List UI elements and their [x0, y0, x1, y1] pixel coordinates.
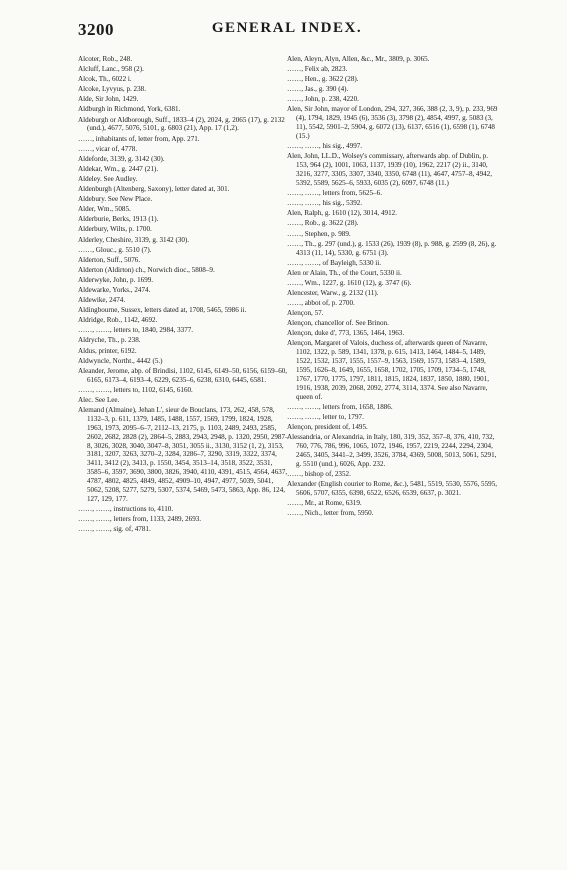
- index-entry: ……, ……, his sig., 4997.: [287, 142, 363, 151]
- index-entry: Aldryche, Th., p. 238.: [78, 336, 141, 345]
- index-entry: ……, ……, letter to, 1797.: [287, 413, 364, 422]
- index-entry: Alec. See Lee.: [78, 395, 120, 404]
- index-entry: Aldus, printer, 6192.: [78, 346, 137, 355]
- index-entry: Alençon, 57.: [287, 309, 324, 318]
- index-entry: Alencester, Warw., g. 2132 (11).: [287, 288, 379, 297]
- index-entry: ……, ……, letters from, 1133, 2489, 2693.: [78, 515, 202, 524]
- index-entry: ……, Rob., g. 3622 (28).: [287, 219, 359, 228]
- index-entry: ……, abbot of, p. 2700.: [287, 299, 355, 308]
- index-entry: Aldebury. See New Place.: [78, 195, 153, 204]
- index-column-right: [287, 55, 502, 519]
- index-entry: Alen, Sir John, mayor of London, 294, 327, 366, 388 (2, 3, 9), p. 233, 969 (4), 1794, 1829, 1945 (6), 3536 (3), 3798 (2), 4854, 4997, g. 5083 (3, 11), 5542, 5901–2, 5904, g. 6072 (13), 6137, 6516 (1), 6598 (1), 6748 (15.): [287, 105, 498, 141]
- index-entry: ……, ……, of Bayleigh, 5330 ii.: [287, 258, 381, 267]
- index-entry: Alderton (Aldirton) ch., Norwich dioc., 5808–9.: [78, 265, 215, 274]
- index-entry: Aldekar, Wm., g. 2447 (21).: [78, 164, 159, 173]
- index-entry: Alcoke, Lyvyus, p. 238.: [78, 85, 146, 94]
- index-entry: Alder, Wm., 5085.: [78, 205, 131, 214]
- index-entry: ……, Nich., letter from, 5950.: [287, 509, 374, 518]
- index-entry: ……, ……, instructions to, 4110.: [78, 505, 174, 514]
- index-entry: Alcok, Th., 6022 i.: [78, 75, 132, 84]
- index-entry: Aldeburgh or Aldborough, Suff., 1833–4 (2), 2024, g. 2065 (17), g. 2132 (und.), 4677, 5076, 5101, g. 6803 (21), App. 17 (1,2).: [78, 115, 285, 133]
- index-entry: ……, ……, letters from, 5625–6.: [287, 189, 382, 198]
- index-entry: ……, bishop of, 2352.: [287, 470, 351, 479]
- index-entry: ……, Th., g. 297 (und.), g. 1533 (26), 1939 (8), p. 988, g. 2599 (8, 26), g. 4313 (11, 14), 5330, g. 6751 (3).: [287, 239, 497, 257]
- index-entry: Aldewarke, Yorks., 2474.: [78, 285, 151, 294]
- index-entry: Alen, Ralph, g. 1610 (12), 3014, 4912.: [287, 209, 397, 218]
- index-entry: Alderwyke, John, p. 1699.: [78, 275, 154, 284]
- index-column-left: [78, 55, 290, 535]
- index-entry: Aldingbourne, Sussex, letters dated at, 1708, 5465, 5986 ii.: [78, 306, 247, 315]
- index-entry: ……, ……, letters from, 1658, 1886.: [287, 402, 393, 411]
- index-entry: Aldridge, Rob., 1142, 4692.: [78, 316, 158, 325]
- page-header: [78, 20, 496, 42]
- index-entry: ……, ……, sig. of, 4781.: [78, 525, 151, 534]
- index-entry: Alderley, Cheshire, 3139, g. 3142 (30).: [78, 235, 190, 244]
- page-number: 3200: [78, 20, 114, 39]
- index-entry: Alessandria, or Alexandria, in Italy, 180, 319, 352, 357–8, 376, 410, 732, 760, 776, 786, 996, 1065, 1072, 1946, 1957, 2219, 2244, 2294, 2304, 2465, 3405, 3441–2, 3499, 3526, 3784, 4369, 5008, 5013, 5061, 5291, g. 5510 (und.), 6026, App. 232.: [287, 433, 497, 468]
- index-entry: Alençon, duke d', 773, 1365, 1464, 1963.: [287, 329, 405, 338]
- index-entry: Alençon, Margaret of Valois, duchess of, afterwards queen of Navarre, 1102, 1322, p. 589, 1341, 1378, p. 615, 1413, 1464, 1484–5, 1489, 1522, 1532, 1537, 1555, 1557–9, 1563, 1569, 1573, 1583–4, 1589, 1595, 1626–8, 1649, 1655, 1658, 1702, 1705, 1709, 1734–5, 1748, 1767, 1770, 1775, 1797, 1811, 1815, 1824, 1837, 1850, 1880, 1901, 1916, 1938, 2039, 2068, 2092, 2774, 3114, 3374. See also Navarre, queen of.: [287, 339, 490, 401]
- index-entry: Aldwyncle, Northt., 4442 (5.): [78, 356, 163, 365]
- index-entry: Aldeley. See Audley.: [78, 174, 138, 183]
- index-entry: Alderton, Suff., 5076.: [78, 255, 141, 264]
- index-entry: ……, Felix ab, 2823.: [287, 65, 348, 74]
- index-entry: Alençon, president of, 1495.: [287, 423, 368, 432]
- index-entry: ……, Wm., 1227, g. 1610 (12), g. 3747 (6).: [287, 278, 412, 287]
- index-entry: Alcluff, Lanc., 958 (2).: [78, 65, 144, 74]
- index-entry: ……, Glouc., g. 5510 (7).: [78, 245, 152, 254]
- index-entry: ……, Mr., at Rome, 6319.: [287, 499, 362, 508]
- page-title: GENERAL INDEX.: [211, 20, 363, 36]
- index-entry: Alexander (English courier to Rome, &c.), 5481, 5519, 5530, 5576, 5595, 5606, 5707, 6355, 6398, 6522, 6526, 6539, 6637, p. 3021.: [287, 480, 498, 498]
- index-entry: Alderbury, Wilts, p. 1700.: [78, 225, 152, 234]
- index-entry: Aldenburgh (Altenberg, Saxony), letter dated at, 301.: [78, 185, 230, 194]
- index-entry: Alemand (Almaine), Jehan L', sieur de Bouclans, 173, 262, 458, 578, 1132–3, p. 611, 1379, 1485, 1488, 1557, 1569, 1799, 1824, 1928, 1963, 1973, 2095–6–7, 2112–13, 2175, p. 1103, 2489, 2493, 2585, 2602, 2682, 2828 (2), 2864–5, 2883, 2943, 2948, p. 1320, 2950, 2987–8, 3026, 3028, 3040, 3047–8, 3051, 3055 ii., 3130, 3152 (1, 2), 3153, 3181, 3207, 3263, 3270–2, 3284, 3286–7, 3290, 3319, 3322, 3374, 3411, 3412 (2), 3413, p. 1550, 3454, 3513–14, 3518, 3522, 3531, 3585–6, 3597, 3690, 3800, 3826, 3940, 4110, 4391, 4515, 4564, 4637, 4787, 4802, 4825, 4849, 4852, 4909–10, 4947, 4977, 5039, 5041, 5062, 5208, 5277, 5279, 5307, 5374, 5469, 5473, 5863, App. 86, 124, 127, 129, 177.: [78, 405, 289, 503]
- index-entry: Alcoter, Rob., 248.: [78, 55, 133, 63]
- index-entry: Alen, John, LL.D., Wolsey's commissary, afterwards abp. of Dublin, p. 153, 964 (2), 1001, 1063, 1137, 1939 (10), 1962, 2217 (2) ii., 3140, 3216, 3277, 3305, 3307, 3340, 3350, 6748 (11), 4647, 4757–8, 4942, 5392, 5589, 5625–6, 5933, 6035 (2), 6097, 6748 (11.): [287, 152, 492, 188]
- index-entry: Alen, Aleyn, Alyn, Allen, &c., Mr., 3809, p. 3065.: [287, 55, 430, 63]
- index-entry: ……, vicar of, 4778.: [78, 144, 138, 153]
- index-entry: Alen or Alain, Th., of the Court, 5330 ii.: [287, 268, 402, 277]
- index-entry: Alençon, chancellor of. See Brinon.: [287, 319, 389, 328]
- index-entry: Alderburie, Berks, 1913 (1).: [78, 215, 159, 224]
- index-entry: ……, Stephen, p. 989.: [287, 229, 351, 238]
- index-entry: ……, ……, his sig., 5392.: [287, 199, 363, 208]
- index-entry: ……, Jas., g. 390 (4).: [287, 85, 349, 94]
- index-entry: Alde, Sir John, 1429.: [78, 95, 139, 104]
- index-entry: ……, Hen., g. 3622 (28).: [287, 75, 359, 84]
- index-entry: ……, ……, letters to, 1840, 2984, 3377.: [78, 326, 194, 335]
- index-entry: ……, John, p. 238, 4220.: [287, 95, 359, 104]
- index-entry: ……, inhabitants of, letter from, App. 271.: [78, 134, 200, 143]
- index-entry: ……, ……, letters to, 1102, 6145, 6160.: [78, 385, 193, 394]
- index-entry: Aleander, Jerome, abp. of Brindisi, 1102, 6145, 6149–50, 6156, 6159–60, 6165, 6173–4, 6193–4, 6229, 6235–6, 6238, 6310, 6445, 6581.: [78, 366, 288, 384]
- index-entry: Aldburgh in Richmond, York, 6381.: [78, 105, 181, 114]
- index-entry: Aldewike, 2474.: [78, 296, 126, 305]
- index-entry: Aldeforde, 3139, g. 3142 (30).: [78, 154, 165, 163]
